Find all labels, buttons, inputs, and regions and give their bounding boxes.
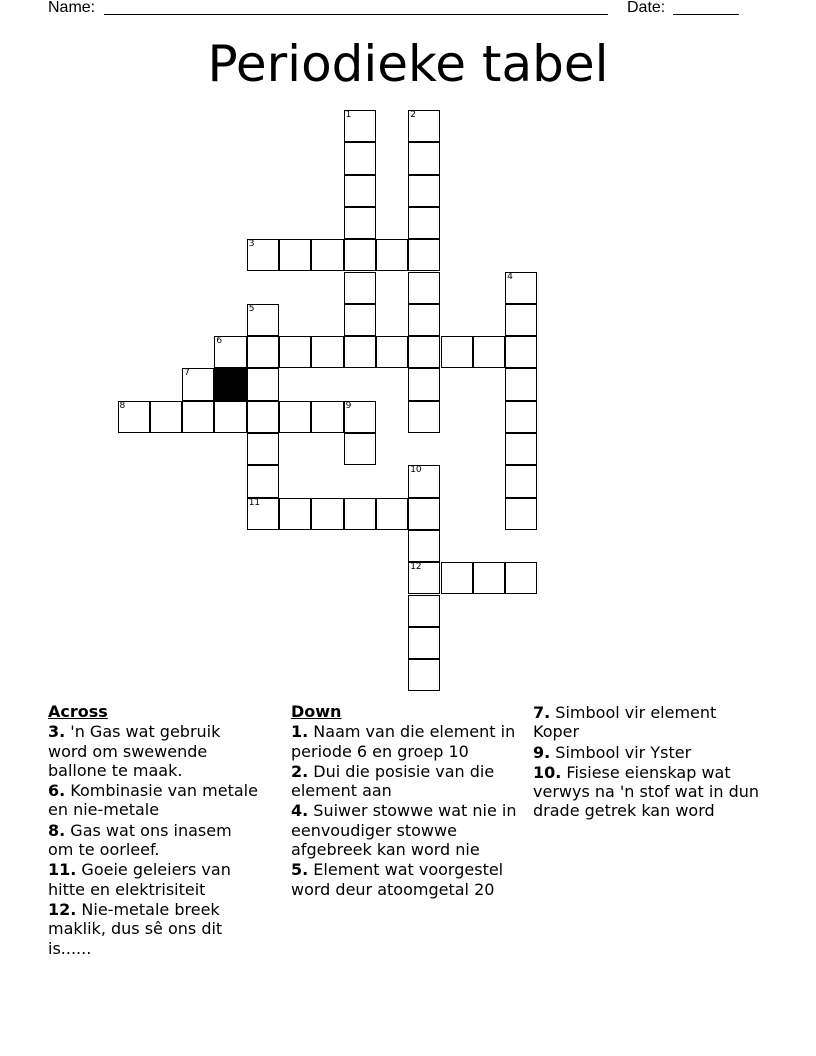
crossword-cell[interactable]: [247, 368, 279, 400]
clue-item-text: Simbool vir element Koper: [533, 703, 717, 742]
clue-number: 5: [248, 303, 255, 314]
crossword-cell[interactable]: [505, 562, 537, 594]
clue-number: 2: [410, 110, 416, 120]
clue-number: 6: [216, 336, 223, 347]
crossword-cell[interactable]: [344, 401, 376, 433]
clue-item-text: Naam van die element in periode 6 en groep 10: [291, 722, 516, 761]
crossword-cell[interactable]: [344, 304, 376, 336]
crossword-cell[interactable]: [505, 304, 537, 336]
crossword-cell[interactable]: [247, 465, 279, 497]
crossword-cell[interactable]: [408, 368, 440, 400]
crossword-cell[interactable]: [408, 530, 440, 562]
crossword-cell[interactable]: [344, 110, 376, 142]
clue-number: 9: [345, 400, 352, 411]
crossword-cell[interactable]: [344, 175, 376, 207]
crossword-cell[interactable]: [150, 401, 182, 433]
clue-item: [533, 703, 763, 742]
clue-item: [291, 860, 531, 899]
date-label: Date:: [627, 0, 666, 16]
clue-item-text: Nie-metale breek maklik, dus sê ons dit is......: [48, 899, 223, 958]
down-list: [291, 722, 531, 899]
clue-item-number: 10.: [533, 762, 562, 782]
crossword-cell[interactable]: [376, 239, 408, 271]
crossword-cell[interactable]: [214, 336, 246, 368]
clue-item-text: 'n Gas wat gebruik word om swewende ballone te maak.: [48, 722, 221, 780]
crossword-cell[interactable]: [408, 110, 440, 142]
clue-item: [533, 743, 763, 762]
crossword-cell[interactable]: [247, 401, 279, 433]
crossword-cell[interactable]: [505, 368, 537, 400]
crossword-cell[interactable]: [344, 498, 376, 530]
crossword-cell[interactable]: [408, 336, 440, 368]
crossword-cell[interactable]: [344, 272, 376, 304]
crossword-cell[interactable]: [279, 239, 311, 271]
across-clues: [48, 702, 258, 958]
crossword-cell[interactable]: [408, 239, 440, 271]
clue-item-number: 2.: [291, 761, 309, 781]
black-cell: [214, 368, 246, 400]
clue-item-number: 7.: [533, 703, 551, 722]
crossword-cell[interactable]: [311, 239, 343, 271]
clue-number: 4: [507, 271, 513, 282]
crossword-cell[interactable]: [279, 498, 311, 530]
crossword-cell[interactable]: [408, 142, 440, 174]
across-list: [48, 722, 258, 958]
clue-item-text: Kombinasie van metale en nie-metale: [48, 781, 258, 820]
crossword-cell[interactable]: [408, 595, 440, 627]
clue-item-number: 5.: [291, 860, 309, 880]
page-title: Periodieke tabel: [207, 35, 609, 93]
crossword-cell[interactable]: [344, 433, 376, 465]
clue-item-number: 9.: [533, 742, 551, 762]
crossword-cell[interactable]: [473, 562, 505, 594]
crossword-cell[interactable]: [505, 272, 537, 304]
crossword-cell[interactable]: [344, 239, 376, 271]
crossword-cell[interactable]: [247, 498, 279, 530]
crossword-cell[interactable]: [408, 304, 440, 336]
crossword-cell[interactable]: [473, 336, 505, 368]
crossword-cell[interactable]: [408, 498, 440, 530]
clue-item-text: Suiwer stowwe wat nie in eenvoudiger stowwe afgebreek kan word nie: [291, 801, 517, 860]
name-label: Name:: [48, 0, 96, 16]
crossword-cell[interactable]: [408, 465, 440, 497]
crossword-cell[interactable]: [441, 336, 473, 368]
clue-number: 7: [184, 368, 190, 379]
clue-item-text: Simbool vir Yster: [550, 742, 692, 762]
crossword-cell[interactable]: [408, 175, 440, 207]
clue-number: 1: [345, 110, 352, 120]
crossword-cell[interactable]: [344, 207, 376, 239]
clue-item-text: Fisiese eienskap wat verwys na 'n stof wat in dun drade getrek kan word: [533, 762, 759, 821]
clue-item-number: 4.: [291, 801, 309, 821]
crossword-cell[interactable]: [408, 627, 440, 659]
crossword-cell[interactable]: [441, 562, 473, 594]
clue-item-number: 3.: [48, 722, 66, 742]
clue-item-number: 1.: [291, 722, 309, 742]
crossword-cell[interactable]: [311, 401, 343, 433]
crossword-cell[interactable]: [505, 336, 537, 368]
clue-item: [48, 900, 258, 958]
clue-item: [48, 860, 258, 899]
crossword-cell[interactable]: [182, 368, 214, 400]
crossword-cell[interactable]: [408, 207, 440, 239]
crossword-cell[interactable]: [505, 465, 537, 497]
crossword-cell[interactable]: [344, 142, 376, 174]
crossword-cell[interactable]: [247, 336, 279, 368]
down-clues: [291, 702, 531, 899]
crossword-cell[interactable]: [408, 562, 440, 594]
clue-item: [291, 762, 531, 801]
clue-item: [291, 801, 531, 859]
crossword-cell[interactable]: [505, 498, 537, 530]
crossword-cell[interactable]: [279, 336, 311, 368]
crossword-cell[interactable]: [408, 659, 440, 691]
clue-item-text: Gas wat ons inasem om te oorleef.: [48, 820, 232, 860]
crossword-cell[interactable]: [505, 433, 537, 465]
clue-number: 8: [119, 400, 126, 411]
crossword-cell[interactable]: [408, 272, 440, 304]
clue-item: [48, 722, 258, 780]
clue-number: 10: [410, 465, 422, 476]
crossword-cell[interactable]: [344, 336, 376, 368]
clue-item-text: Goeie geleiers van hitte en elektrisiteit: [48, 860, 231, 899]
crossword-cell[interactable]: [408, 401, 440, 433]
crossword-cell[interactable]: [247, 304, 279, 336]
crossword-cell[interactable]: [376, 336, 408, 368]
clue-item: [533, 763, 763, 821]
clue-item: [291, 722, 531, 761]
crossword-cell[interactable]: [311, 336, 343, 368]
clue-item-number: 11.: [48, 860, 77, 880]
crossword-cell[interactable]: [214, 401, 246, 433]
clue-item-text: Dui die posisie van die element aan: [291, 761, 495, 801]
clue-item: [48, 781, 258, 820]
clue-number: 11: [248, 497, 261, 508]
crossword-cell[interactable]: [279, 401, 311, 433]
down-clues-continued: [533, 702, 763, 821]
crossword-cell[interactable]: [182, 401, 214, 433]
clue-item-number: 6.: [48, 781, 66, 801]
down-cont-list: [533, 703, 763, 821]
clue-item-number: 12.: [48, 899, 77, 919]
down-heading: Down: [291, 702, 342, 721]
clue-item: [48, 821, 258, 860]
across-heading: Across: [48, 702, 108, 721]
crossword-cell[interactable]: [118, 401, 150, 433]
crossword-cell[interactable]: [247, 239, 279, 271]
clue-number: 12: [410, 562, 422, 573]
crossword-cell[interactable]: [311, 498, 343, 530]
clue-item-text: Element wat voorgestel word deur atoomgetal 20: [291, 860, 504, 899]
crossword-cell[interactable]: [505, 401, 537, 433]
crossword-cell[interactable]: [376, 498, 408, 530]
clue-number: 3: [248, 239, 255, 250]
clue-item-number: 8.: [48, 820, 66, 840]
crossword-cell[interactable]: [247, 433, 279, 465]
